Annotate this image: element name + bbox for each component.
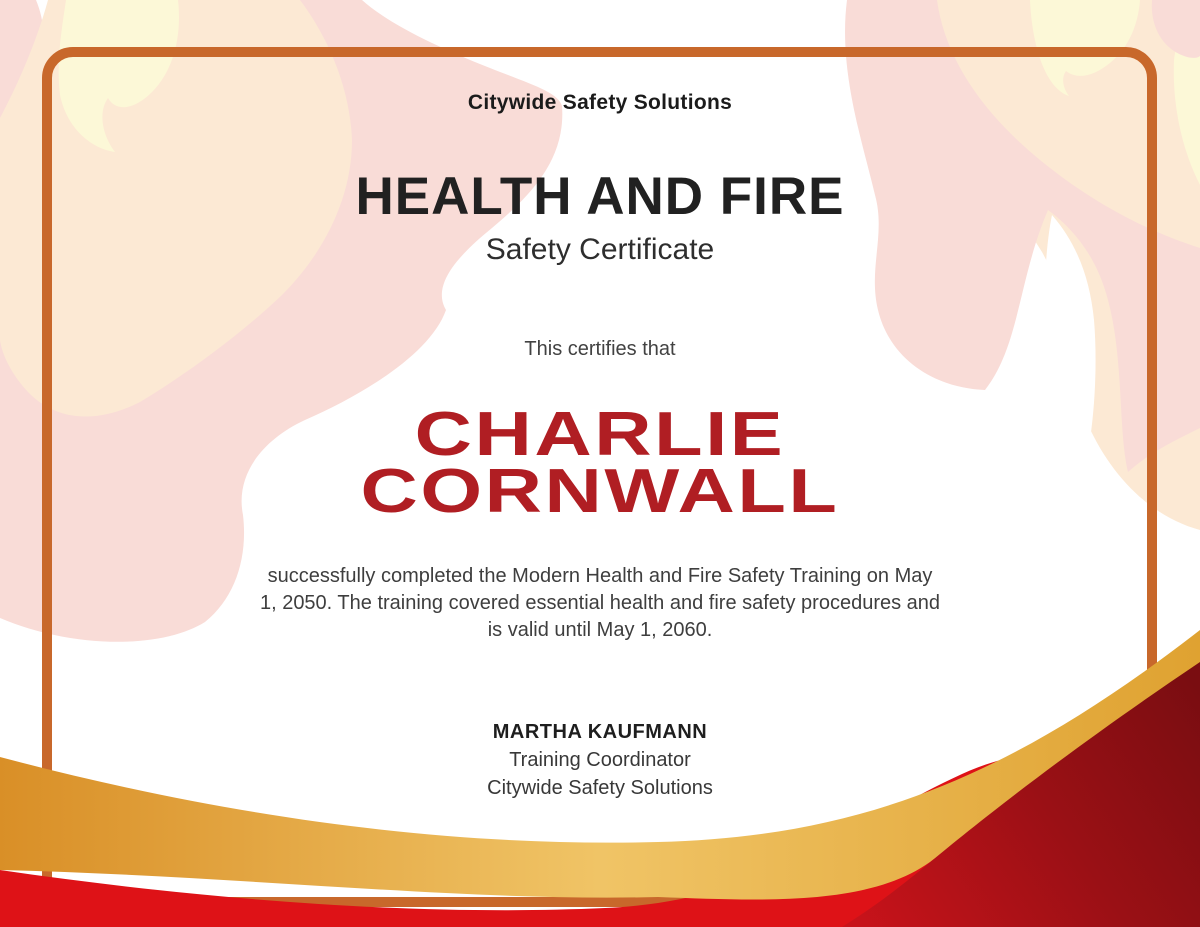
signature-block <box>0 718 1200 802</box>
recipient-name <box>0 400 1200 526</box>
body-line: is valid until May 1, 2060. <box>487 619 713 641</box>
certificate-subtitle: Safety Certificate <box>485 233 715 266</box>
certify-line: This certifies that <box>524 338 676 360</box>
body-line: successfully completed the Modern Health and Fire Safety Training on May <box>267 565 933 587</box>
org-name: Citywide Safety Solutions <box>467 91 733 114</box>
body-line: 1, 2050. The training covered essential health and fire safety procedures and <box>259 592 941 614</box>
certificate-title: HEALTH AND FIRE <box>355 167 845 226</box>
recipient-name-line2: CORNWALL <box>360 457 840 526</box>
signer-org: Citywide Safety Solutions <box>487 777 713 799</box>
certificate-body <box>0 563 1200 644</box>
signer-role: Training Coordinator <box>509 749 691 771</box>
signer-name: MARTHA KAUFMANN <box>492 721 708 743</box>
recipient-name-line1: CHARLIE <box>414 400 786 469</box>
